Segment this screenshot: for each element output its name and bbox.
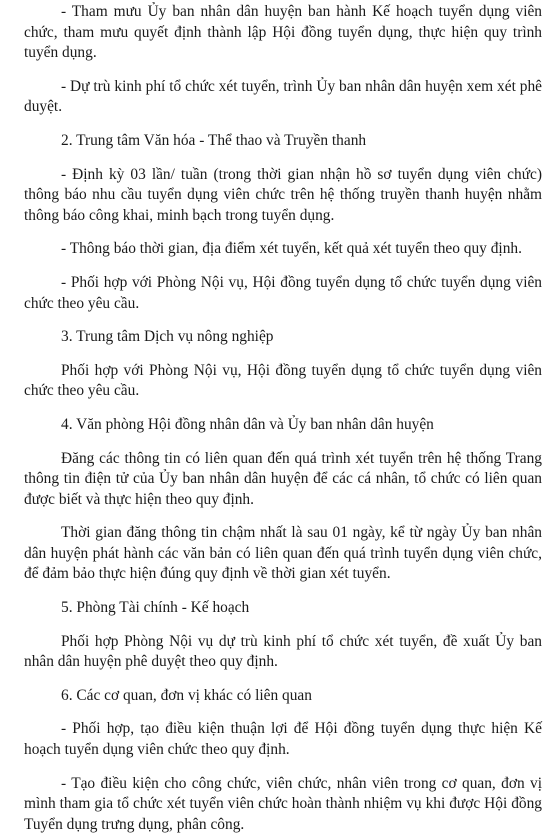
section-heading-agriculture-center: 3. Trung tâm Dịch vụ nông nghiệp (61, 328, 274, 346)
paragraph-support-council: - Phối hợp, tạo điều kiện thuận lợi để Hội đồng tuyển dụng thực hiện Kế hoạch tuyển dụng viên chức theo quy định. (24, 720, 542, 759)
paragraph-staff-participation: - Tạo điều kiện cho công chức, viên chức, nhân viên trong cơ quan, đơn vị mình tham gia tổ chức xét tuyển viên chức hoàn thành nhiệm vụ khi được Hội đồng Tuyển dụng trưng dụng, phân công. (24, 774, 542, 833)
paragraph-coordinate-agriculture: Phối hợp với Phòng Nội vụ, Hội đồng tuyển dụng tổ chức tuyển dụng viên chức theo yêu cầu. (24, 361, 542, 400)
paragraph-advise-recruitment-plan: - Tham mưu Ủy ban nhân dân huyện ban hành Kế hoạch tuyển dụng viên chức, tham mưu quyết định thành lập Hội đồng tuyển dụng, thực hiện quy trình tuyển dụng. (24, 3, 542, 62)
paragraph-coordinate-culture: - Phối hợp với Phòng Nội vụ, Hội đồng tuyển dụng tổ chức tuyển dụng viên chức theo yêu cầu. (24, 273, 542, 312)
section-heading-finance-office: 5. Phòng Tài chính - Kế hoạch (61, 599, 250, 617)
paragraph-posting-deadline: Thời gian đăng thông tin chậm nhất là sau 01 ngày, kể từ ngày Ủy ban nhân dân huyện phát hành các văn bản có liên quan đến quá trình tuyển dụng viên chức, để đảm bảo thực hiện đúng quy định về thời gian xét tuyển. (24, 524, 542, 583)
paragraph-budget-estimate: - Dự trù kinh phí tổ chức xét tuyển, trình Ủy ban nhân dân huyện xem xét phê duyệt. (24, 77, 542, 116)
section-heading-other-agencies: 6. Các cơ quan, đơn vị khác có liên quan (61, 686, 312, 704)
section-heading-culture-center: 2. Trung tâm Văn hóa - Thể thao và Truyền thanh (61, 131, 367, 149)
section-heading-council-office: 4. Văn phòng Hội đồng nhân dân và Ủy ban nhân dân huyện (61, 415, 434, 433)
paragraph-post-information: Đăng các thông tin có liên quan đến quá trình xét tuyển trên hệ thống Trang thông tin điện tử của Ủy ban nhân dân huyện để các cá nhân, tổ chức có liên quan được biết và thực hiện theo quy định. (24, 449, 542, 508)
paragraph-announce-results: - Thông báo thời gian, địa điểm xét tuyển, kết quả xét tuyển theo quy định. (61, 240, 522, 258)
paragraph-finance-coordination: Phối hợp Phòng Nội vụ dự trù kinh phí tổ chức xét tuyển, đề xuất Ủy ban nhân dân huyện phê duyệt theo quy định. (24, 632, 542, 671)
paragraph-radio-announcement: - Định kỳ 03 lần/ tuần (trong thời gian nhận hồ sơ tuyển dụng viên chức) thông báo nhu cầu tuyển dụng viên chức trên hệ thống truyền thanh huyện nhằm thông báo công khai, minh bạch trong tuyển dụng. (24, 165, 542, 224)
